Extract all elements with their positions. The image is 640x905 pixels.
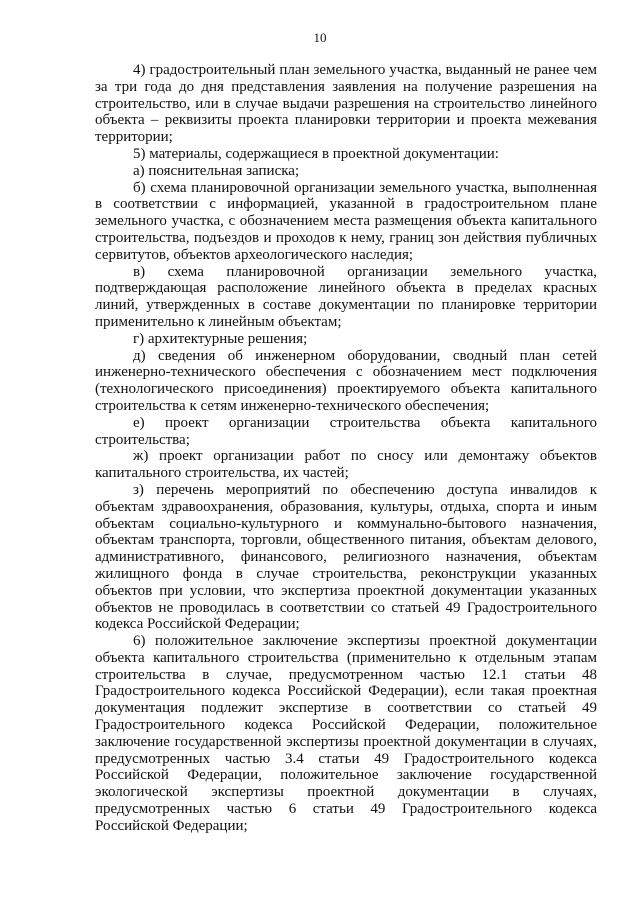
paragraph-subitem-zh: ж) проект организации работ по сносу или демонтажу объектов капитального строительства, их частей; bbox=[95, 448, 597, 482]
paragraph-subitem-z: з) перечень мероприятий по обеспечению доступа инвалидов к объектам здравоохранения, образования, культуры, отдыха, спорта и иным объектам социально-культурного и коммунально-бытового назначения, объектам транспорта, торговли, общественного питания, объектам делового, административного, финансового, религиозного назначения, объектам жилищного фонда в случае строительства, реконструкции указанных объектов при условии, что экспертиза проектной документации указанных объектов не проводилась в соответствии со статьей 49 Градостроительного кодекса Российской Федерации; bbox=[95, 481, 597, 633]
paragraph-subitem-d: д) сведения об инженерном оборудовании, сводный план сетей инженерно-технического обеспечения с обозначением мест подключения (технологического присоединения) проектируемого объекта капитального строительства к сетям инженерно-технического обеспечения; bbox=[95, 347, 597, 414]
document-body bbox=[95, 62, 597, 835]
paragraph-subitem-a: а) пояснительная записка; bbox=[133, 162, 300, 179]
paragraph-subitem-g: г) архитектурные решения; bbox=[133, 330, 308, 347]
page-number: 10 bbox=[313, 30, 327, 45]
paragraph-subitem-e: е) проект организации строительства объекта капитального строительства; bbox=[95, 414, 597, 448]
paragraph-subitem-v: в) схема планировочной организации земельного участка, подтверждающая расположение линейного объекта в пределах красных линий, утвержденных в составе документации по планировке территории применительно к линейным объектам; bbox=[95, 263, 597, 330]
paragraph-subitem-b: б) схема планировочной организации земельного участка, выполненная в соответствии с информацией, указанной в градостроительном плане земельного участка, с обозначением места размещения объекта капитального строительства, подъездов и проходов к нему, границ зон действия публичных сервитутов, объектов археологического наследия; bbox=[95, 179, 597, 263]
paragraph-item-4-gradplan: 4) градостроительный план земельного участка, выданный не ранее чем за три года до дня представления заявления на получение разрешения на строительство, или в случае выдачи разрешения на строительство линейного объекта – реквизиты проекта планировки территории и проекта межевания территории; bbox=[95, 62, 597, 146]
paragraph-item-6-expertise: 6) положительное заключение экспертизы проектной документации объекта капитального строительства (применительно к отдельным этапам строительства в случае, предусмотренном частью 12.1 статьи 48 Градостроительного кодекса Российской Федерации), если такая проектная документация подлежит экспертизе в соответствии со статьей 49 Градостроительного кодекса Российской Федерации, положительное заключение государственной экспертизы проектной документации в случаях, предусмотренных частью 3.4 статьи 49 Градостроительного кодекса Российской Федерации, положительное заключение государственной экологической экспертизы проектной документации в случаях, предусмотренных частью 6 статьи 49 Градостроительного кодекса Российской Федерации; bbox=[95, 633, 597, 834]
paragraph-item-5-materials: 5) материалы, содержащиеся в проектной документации: bbox=[133, 145, 499, 162]
